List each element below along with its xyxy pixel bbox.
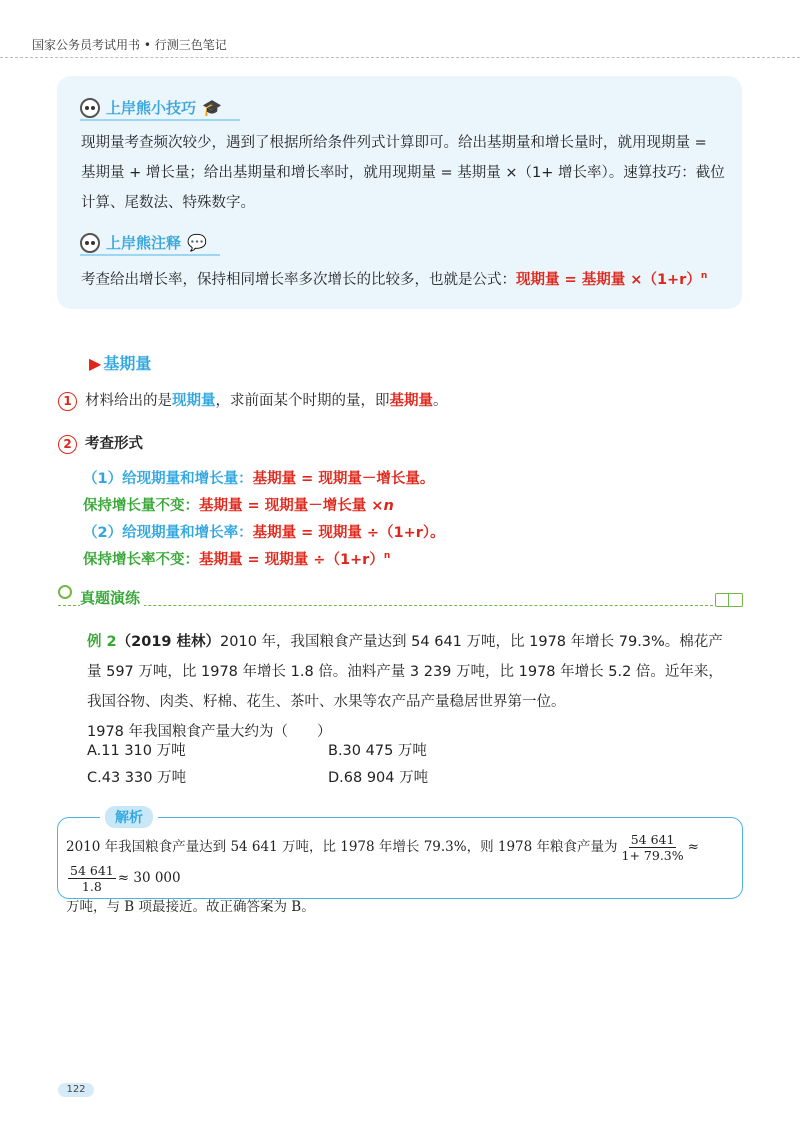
- note-title: [80, 232, 207, 253]
- option-b: B.30 475 万吨: [328, 743, 427, 759]
- tips-line-3: 计算、尾数法、特殊数字。: [81, 195, 255, 211]
- point-2-title: 考查形式: [85, 436, 143, 452]
- analysis-body: [66, 832, 736, 920]
- fraction-1-denominator: 1+ 79.3%: [621, 848, 684, 863]
- approx-result: ≈ 30 000: [117, 870, 181, 886]
- option-a: A.11 310 万吨: [87, 743, 186, 759]
- practice-divider: [58, 605, 713, 606]
- note-text: 考查给出增长率，保持相同增长率多次增长的比较多，也就是公式：: [81, 271, 516, 288]
- number-badge-1: 1: [58, 392, 77, 411]
- option-c: C.43 330 万吨: [87, 770, 187, 786]
- note-title-underline: [80, 254, 220, 256]
- formula-4: 基期量 = 现期量 ÷（1+r）: [199, 552, 384, 568]
- point-1: [58, 389, 448, 411]
- tips-line-2: 基期量 + 增长量；给出基期量和增长率时，就用现期量 = 基期量 ×（1+ 增长率）。速算技巧：截位: [81, 165, 725, 181]
- tips-title-underline: [80, 119, 240, 121]
- bear-icon: [80, 233, 100, 253]
- formula-line-3: [83, 521, 445, 542]
- point-1-text-c: ，求前面某个时期的量，即: [215, 393, 390, 409]
- fraction-2-denominator: 1.8: [81, 879, 102, 894]
- bear-icon: [80, 98, 100, 118]
- point-1-term-current: 现期量: [172, 393, 216, 409]
- note-body: [81, 261, 731, 295]
- formula-2: 基期量 = 现期量－增长量 ×: [199, 498, 384, 514]
- example-text: 2010 年，我国粮食产量达到 54 641 万吨，比 1978 年增长 79.3%。棉花产量 597 万吨，比 1978 年增长 1.8 倍。油料产量 3 239 万吨，比 1978 年增长 5.2 倍。近年来，我国谷物、肉类、籽棉、花生、茶叶、水果等农产品产量稳居世界第一位。: [87, 634, 723, 710]
- note-formula-exponent: n: [700, 271, 708, 281]
- formula-2-condition: 保持增长量不变：: [83, 498, 199, 514]
- formula-3: 基期量 = 现期量 ÷（1+r）。: [252, 525, 445, 541]
- approx-sign: ≈: [687, 839, 699, 855]
- section-heading: [89, 351, 151, 374]
- formula-line-4: [83, 548, 390, 569]
- header-divider: [0, 57, 800, 58]
- tips-title: [80, 97, 222, 118]
- example-question-text: 1978 年我国粮食产量大约为（ ）: [87, 724, 332, 740]
- example-source: （2019 桂林）: [116, 634, 221, 650]
- page-number: 122: [58, 1083, 94, 1097]
- note-formula: 现期量 = 基期量 ×（1+r）: [516, 271, 701, 288]
- point-2: [58, 432, 143, 454]
- book-icon: [715, 593, 743, 607]
- running-header: 国家公务员考试用书 • 行测三色笔记: [32, 38, 227, 52]
- formula-1: 基期量 = 现期量－增长量。: [252, 471, 435, 487]
- point-1-text-a: 材料给出的是: [85, 393, 172, 409]
- formula-2-n: n: [383, 498, 394, 514]
- example-question: [87, 627, 737, 747]
- formula-1-condition: （1）给现期量和增长量：: [83, 471, 253, 487]
- analysis-line-2: 万吨，与 B 项最接近。故正确答案为 B。: [66, 899, 315, 915]
- practice-header: [58, 585, 743, 611]
- section-title: 基期量: [103, 354, 152, 373]
- formula-3-condition: （2）给现期量和增长率：: [83, 525, 253, 541]
- tips-line-1: 现期量考查频次较少，遇到了根据所给条件列式计算即可。给出基期量和增长量时，就用现期量 =: [81, 135, 707, 151]
- example-label: 例 2: [87, 634, 117, 650]
- graduation-cap-icon: 🎓: [202, 98, 222, 117]
- fraction-2: [68, 863, 116, 894]
- lightbulb-icon: [58, 585, 72, 599]
- fraction-1: [620, 832, 686, 863]
- practice-title: 真题演练: [80, 587, 144, 608]
- formula-line-1: [83, 467, 434, 488]
- analysis-text-1: 2010 年我国粮食产量达到 54 641 万吨，比 1978 年增长 79.3%，则 1978 年粮食产量为: [66, 839, 618, 855]
- analysis-tag: [100, 806, 158, 826]
- fraction-1-numerator: 54 641: [630, 832, 675, 847]
- point-1-term-base: 基期量: [389, 393, 433, 409]
- fraction-2-numerator: 54 641: [70, 863, 114, 878]
- analysis-tag-text: 解析: [105, 806, 153, 828]
- formula-line-2: [83, 494, 394, 515]
- note-title-text: 上岸熊注释: [106, 234, 182, 252]
- comment-icon: 💬: [187, 233, 207, 252]
- point-1-text-e: 。: [433, 393, 448, 409]
- formula-4-exponent: n: [383, 551, 391, 562]
- tips-title-text: 上岸熊小技巧: [106, 99, 197, 117]
- number-badge-2: 2: [58, 435, 77, 454]
- formula-4-condition: 保持增长率不变：: [83, 552, 199, 568]
- triangle-right-icon: ▶: [89, 354, 102, 373]
- analysis-line-1: [66, 832, 736, 894]
- option-d: D.68 904 万吨: [328, 770, 429, 786]
- tips-body: [81, 128, 731, 218]
